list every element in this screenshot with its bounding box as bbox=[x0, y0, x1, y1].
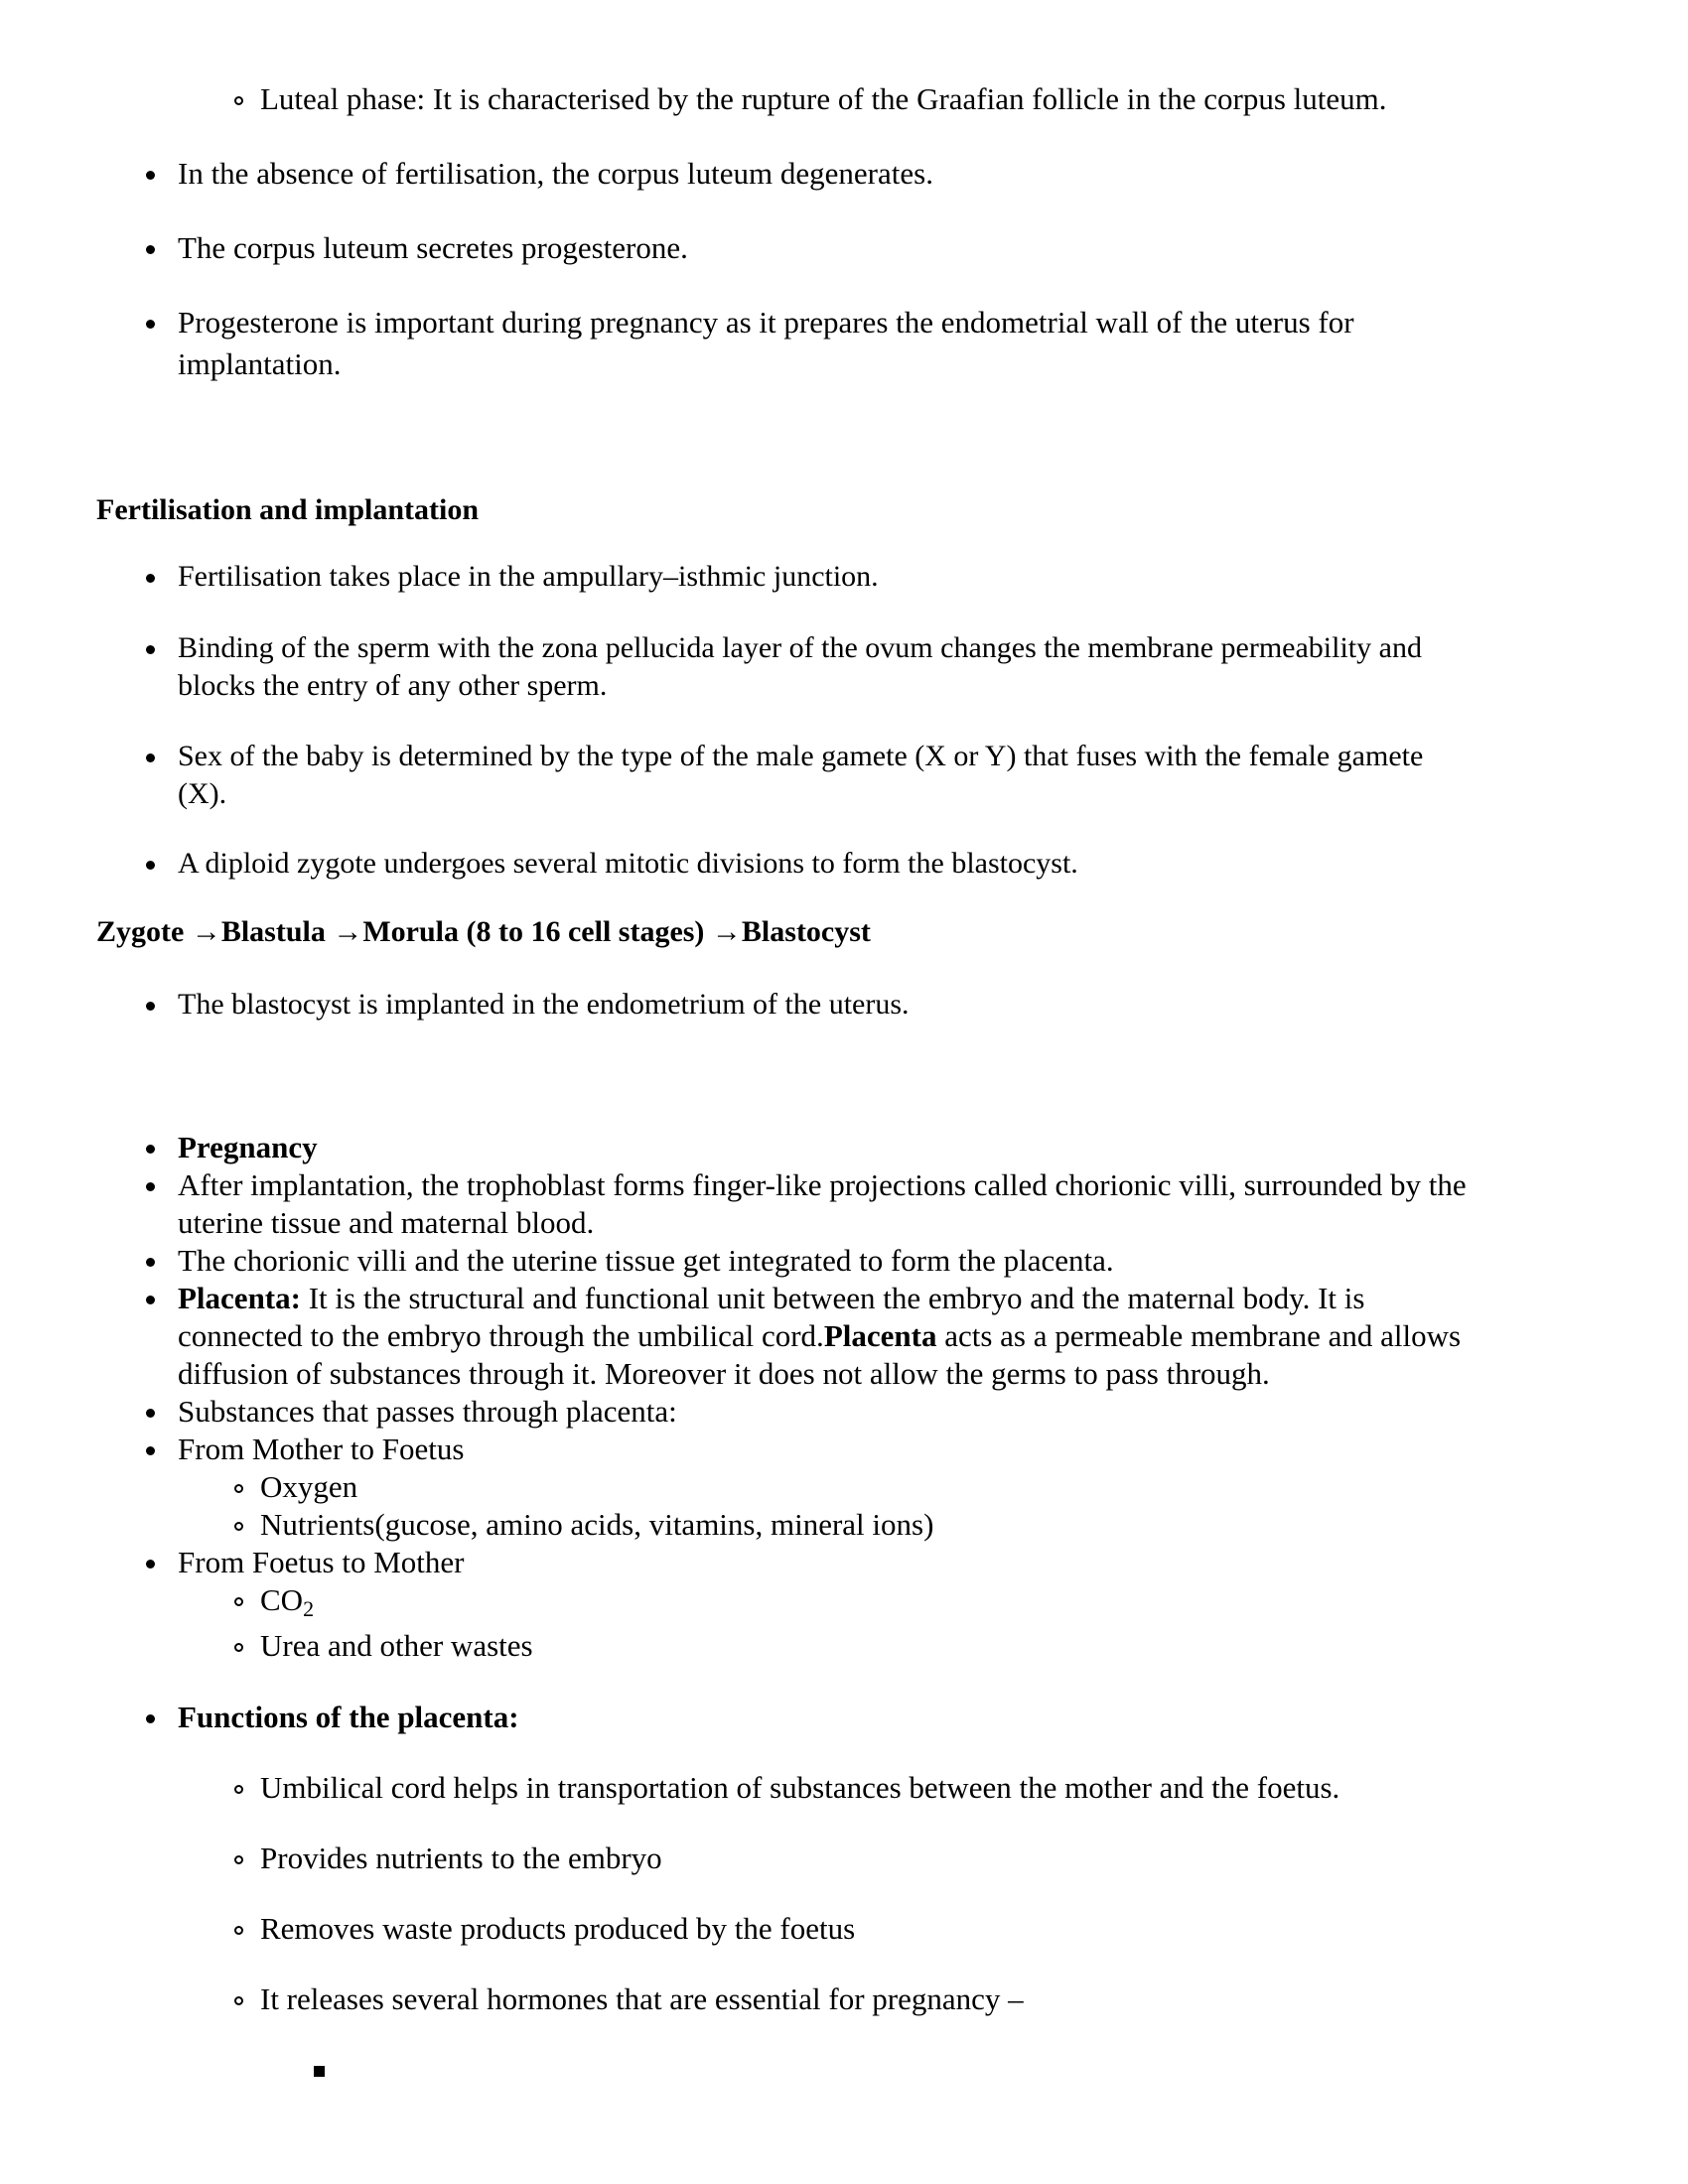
bullet-chorionic-villi-l1: After implantation, the trophoblast forms finger-like projections called chorionic villi, surrounded by the bbox=[178, 1167, 1467, 1202]
circle-bullet-icon bbox=[234, 1785, 243, 1794]
functions-title: Functions of the placenta: bbox=[178, 1700, 519, 1734]
disc-bullet-icon bbox=[146, 320, 155, 329]
bullet-progesterone-importance-l1: Progesterone is important during pregnancy as it prepares the endometrial wall of the uterus for bbox=[178, 305, 1354, 340]
bullet-placenta-definition-l1 bbox=[178, 1280, 1364, 1317]
disc-bullet-icon bbox=[146, 245, 155, 254]
bullet-sex-determination-l1: Sex of the baby is determined by the type of the male gamete (X or Y) that fuses with the female gamete bbox=[178, 740, 1424, 772]
circle-bullet-icon bbox=[234, 1996, 243, 2005]
placenta-membrane-text: acts as a permeable membrane and allows bbox=[936, 1318, 1462, 1353]
disc-bullet-icon bbox=[146, 171, 155, 180]
bullet-blastocyst-implanted: The blastocyst is implanted in the endometrium of the uterus. bbox=[178, 988, 910, 1021]
function-item-umbilical: Umbilical cord helps in transportation of substances between the mother and the foetus. bbox=[260, 1770, 1340, 1805]
disc-bullet-icon bbox=[146, 861, 155, 870]
bullet-mother-to-foetus: From Mother to Foetus bbox=[178, 1432, 465, 1466]
bullet-chorionic-villi-l2: uterine tissue and maternal blood. bbox=[178, 1205, 595, 1240]
circle-bullet-icon bbox=[234, 1484, 243, 1493]
square-bullet-icon bbox=[314, 2066, 325, 2077]
bullet-corpus-degenerates: In the absence of fertilisation, the corpus luteum degenerates. bbox=[178, 156, 933, 191]
co2-text: CO bbox=[260, 1582, 304, 1617]
disc-bullet-icon bbox=[146, 1446, 155, 1455]
circle-bullet-icon bbox=[234, 1855, 243, 1864]
pregnancy-title: Pregnancy bbox=[178, 1130, 318, 1164]
disc-bullet-icon bbox=[146, 1560, 155, 1569]
disc-bullet-icon bbox=[146, 1296, 155, 1304]
disc-bullet-icon bbox=[146, 1409, 155, 1418]
circle-bullet-icon bbox=[234, 96, 243, 105]
disc-bullet-icon bbox=[146, 574, 155, 583]
sub-item-oxygen: Oxygen bbox=[260, 1469, 358, 1504]
circle-bullet-icon bbox=[234, 1597, 243, 1606]
circle-bullet-icon bbox=[234, 1643, 243, 1652]
luteal-phase-text: Luteal phase: It is characterised by the rupture of the Graafian follicle in the corpus luteum. bbox=[260, 81, 1387, 116]
section-heading-fertilisation: Fertilisation and implantation bbox=[96, 493, 480, 526]
bullet-progesterone-importance-l2: implantation. bbox=[178, 346, 342, 381]
co2-subscript: 2 bbox=[303, 1596, 315, 1621]
bullet-substances-pass: Substances that passes through placenta: bbox=[178, 1394, 677, 1429]
bullet-foetus-to-mother: From Foetus to Mother bbox=[178, 1545, 465, 1579]
development-sequence: Zygote →Blastula →Morula (8 to 16 cell stages) →Blastocyst bbox=[96, 915, 871, 948]
disc-bullet-icon bbox=[146, 1002, 155, 1011]
bullet-sperm-binding-l2: blocks the entry of any other sperm. bbox=[178, 669, 608, 702]
placenta-bold-word: Placenta bbox=[823, 1318, 937, 1353]
bullet-sperm-binding-l1: Binding of the sperm with the zona pellucida layer of the ovum changes the membrane permeability and bbox=[178, 631, 1422, 664]
disc-bullet-icon bbox=[146, 1145, 155, 1154]
function-item-hormones: It releases several hormones that are essential for pregnancy – bbox=[260, 1981, 1024, 2016]
bullet-placenta-definition-l2 bbox=[178, 1317, 1461, 1355]
placenta-label: Placenta: bbox=[178, 1281, 301, 1315]
bullet-placenta-formation: The chorionic villi and the uterine tissue get integrated to form the placenta. bbox=[178, 1243, 1114, 1278]
bullet-sex-determination-l2: (X). bbox=[178, 777, 227, 810]
bullet-diploid-zygote: A diploid zygote undergoes several mitotic divisions to form the blastocyst. bbox=[178, 847, 1078, 880]
sub-item-urea: Urea and other wastes bbox=[260, 1628, 533, 1663]
placenta-definition-text: It is the structural and functional unit between the embryo and the maternal body. It is bbox=[300, 1281, 1365, 1315]
sub-item-co2 bbox=[260, 1581, 314, 1619]
disc-bullet-icon bbox=[146, 1714, 155, 1723]
sub-item-nutrients: Nutrients(gucose, amino acids, vitamins, mineral ions) bbox=[260, 1507, 934, 1542]
disc-bullet-icon bbox=[146, 645, 155, 654]
disc-bullet-icon bbox=[146, 1182, 155, 1191]
bullet-fertilisation-site: Fertilisation takes place in the ampullary–isthmic junction. bbox=[178, 560, 879, 593]
bullet-placenta-definition-l3: diffusion of substances through it. Moreover it does not allow the germs to pass through. bbox=[178, 1356, 1270, 1391]
circle-bullet-icon bbox=[234, 1522, 243, 1531]
function-item-nutrients: Provides nutrients to the embryo bbox=[260, 1841, 662, 1875]
placenta-cord-text: connected to the embryo through the umbilical cord. bbox=[178, 1318, 824, 1353]
function-item-waste: Removes waste products produced by the foetus bbox=[260, 1911, 856, 1946]
disc-bullet-icon bbox=[146, 753, 155, 762]
disc-bullet-icon bbox=[146, 1258, 155, 1267]
circle-bullet-icon bbox=[234, 1926, 243, 1935]
bullet-progesterone-secretion: The corpus luteum secretes progesterone. bbox=[178, 230, 688, 265]
